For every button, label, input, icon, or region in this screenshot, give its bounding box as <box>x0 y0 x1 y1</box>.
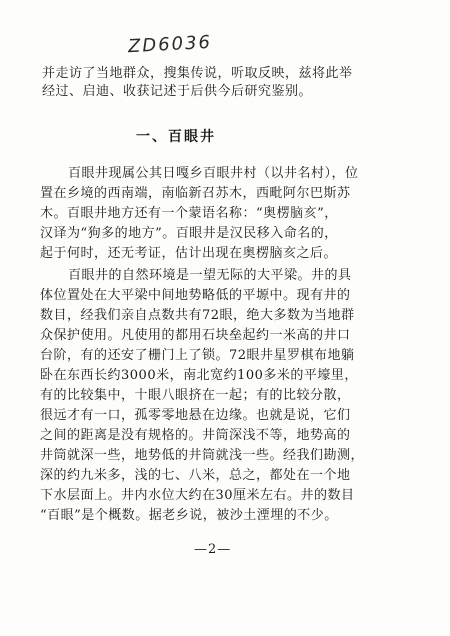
paragraph-line: 井筒就深一些，地势低的井筒就浅一些。经我们勘测， <box>40 448 365 463</box>
paragraph-line: 百眼井的自然环境是一望无际的大平梁。井的具 <box>68 268 352 283</box>
intro-line: 经过、启迪、收获记述于后供今后研究鉴别。 <box>42 84 313 99</box>
section-heading: 一、百眼井 <box>136 129 216 145</box>
paragraph-line: 下水层面上。井内水位大约在30厘米左右。井的数目 <box>40 488 355 503</box>
paragraph-line: 起于何时，还无考证，估计出现在奥楞脑亥之后。 <box>40 246 338 261</box>
paragraph-line: 有的比较集中，十眼八眼挤在一起；有的比较分散， <box>40 388 351 403</box>
paragraph-line: 深的约九米多，浅的七、八米，总之，都处在一个地 <box>40 468 351 483</box>
paragraph-line: “百眼”是个概数。据老乡说，被沙土湮埋的不少。 <box>40 508 338 523</box>
paragraph-line: 之间的距离是没有规格的。井筒深浅不等，地势高的 <box>40 428 351 443</box>
paragraph-line: 置在乡境的西南端，南临新召苏木，西毗阿尔巴斯苏 <box>40 186 351 201</box>
paragraph-line: 卧在东西长约3000米，南北宽约100多米的平壕里， <box>40 368 358 383</box>
paragraph-line: 众保护使用。凡使用的都用石块垒起约一米高的井口 <box>40 328 351 343</box>
intro-line: 并走访了当地群众，搜集传说，听取反映，兹将此举 <box>42 66 353 81</box>
paragraph-line: 体位置处在大平梁中间地势略低的平塬中。现有井的 <box>40 288 351 303</box>
paragraph-line: 木。百眼井地方还有一个蒙语名称：“奥楞脑亥”， <box>40 206 338 221</box>
handwritten-mark: ZD6036 <box>127 31 213 58</box>
paragraph-line: 台阶，有的还安了栅门上了锁。72眼井星罗棋布地躺 <box>40 348 355 363</box>
paragraph-line: 很远才有一口，孤零零地悬在边缘。也就是说，它们 <box>40 408 351 423</box>
paragraph-line: 百眼井现属公其日嘎乡百眼井村（以井名村），位 <box>68 166 359 181</box>
page-number: —2— <box>194 542 232 557</box>
paragraph-line: 数目，经我们亲自点数共有72眼，绝大多数为当地群 <box>40 308 355 323</box>
paragraph-line: 汉译为“狗多的地方”。百眼井是汉民移入命名的， <box>40 226 338 241</box>
